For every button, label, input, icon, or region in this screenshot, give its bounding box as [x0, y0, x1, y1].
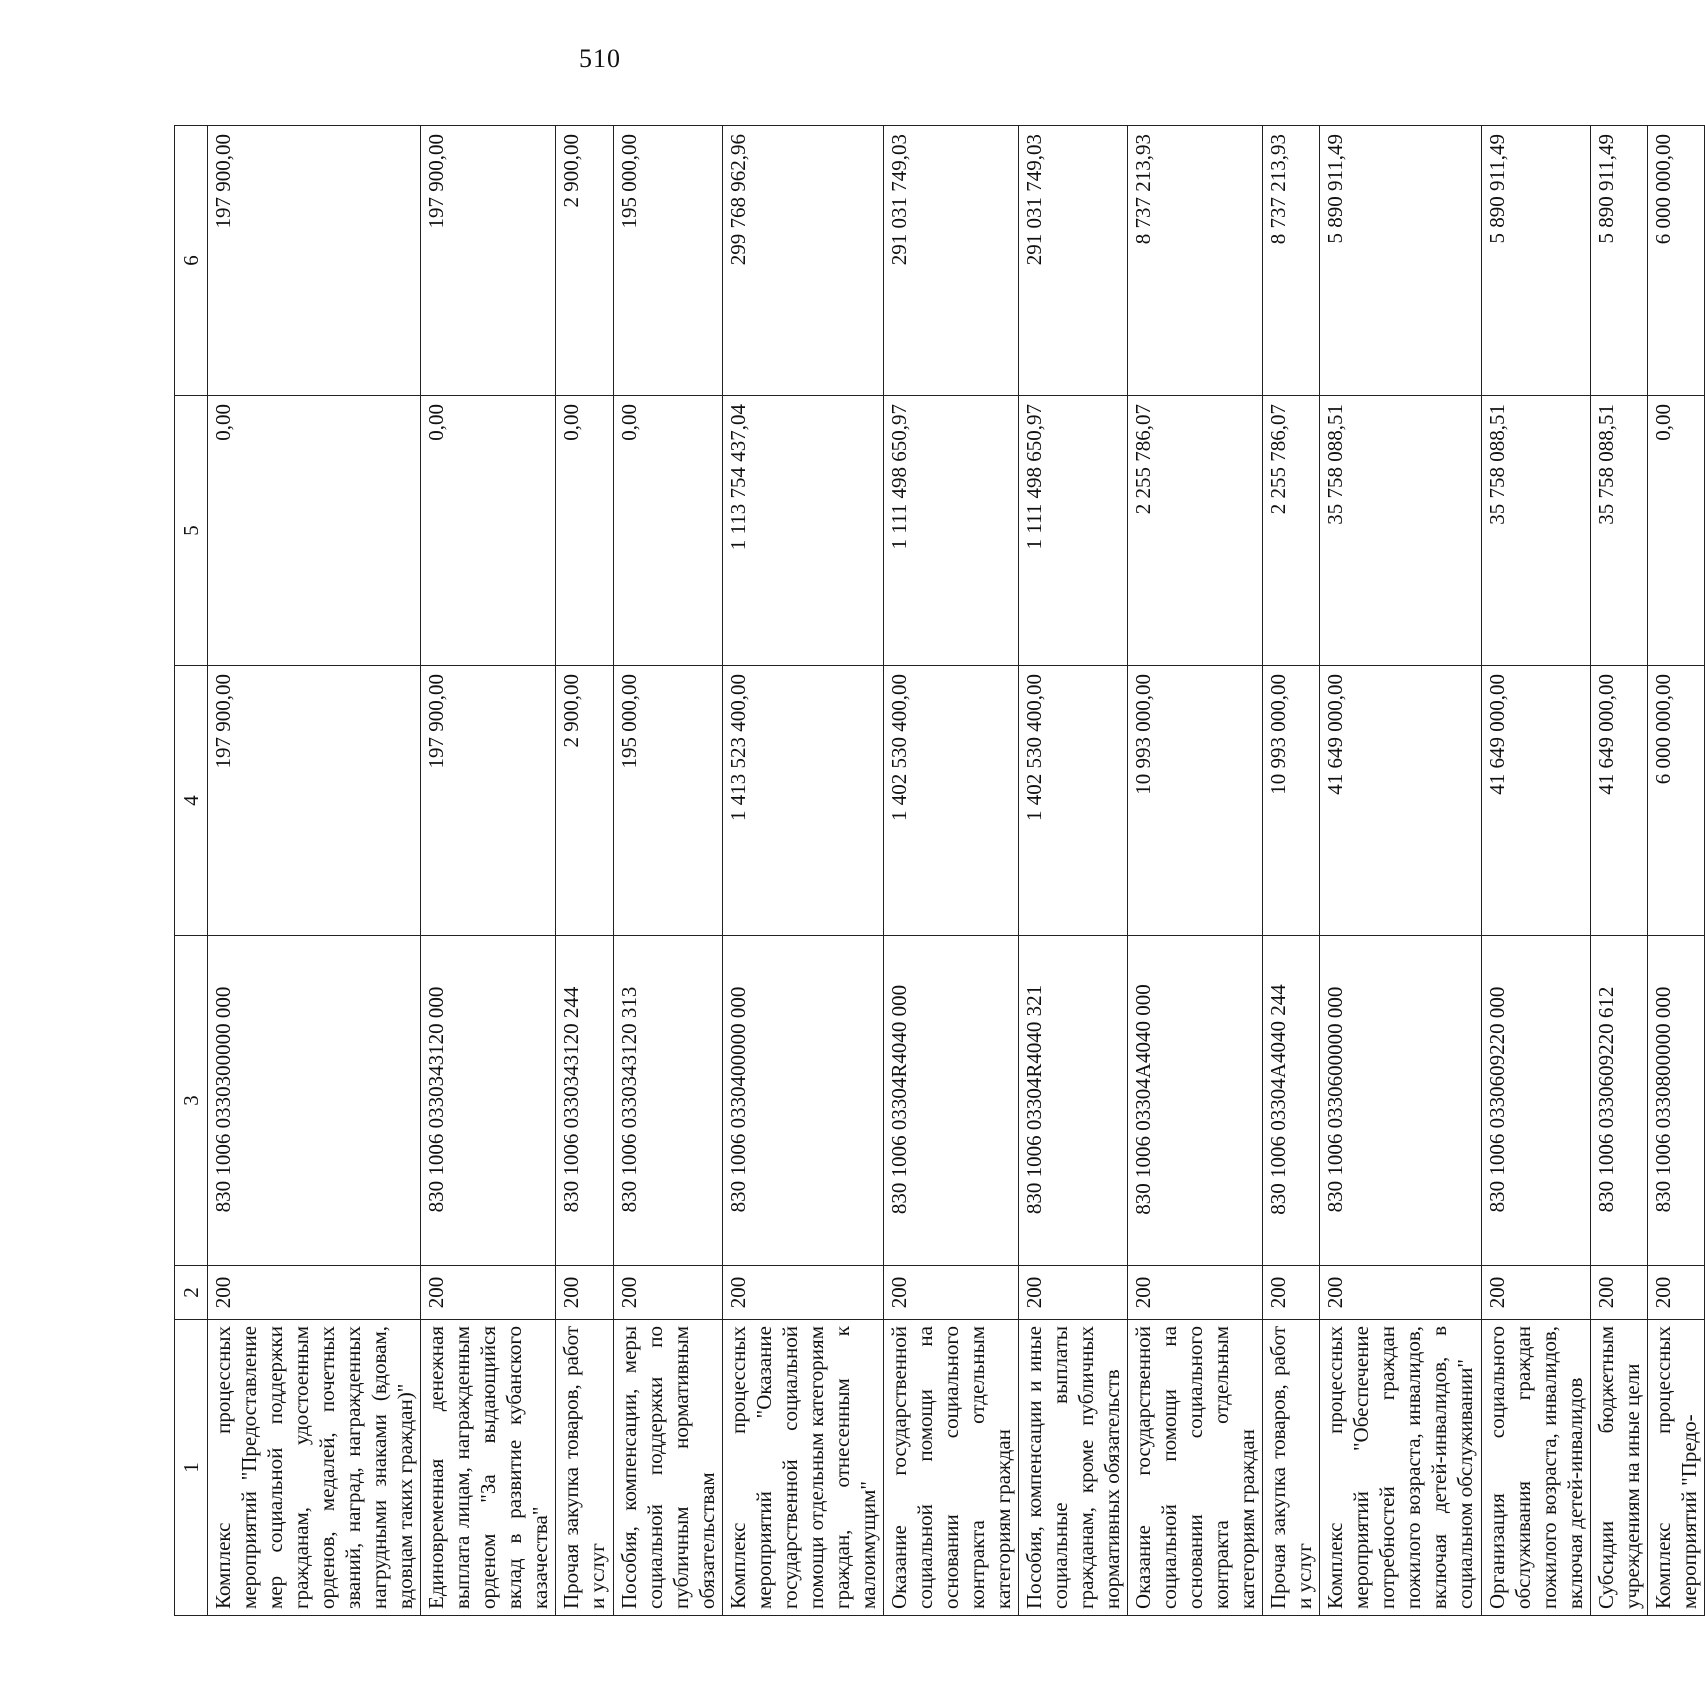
row-col6-cell: 5 890 911,49: [1590, 126, 1647, 396]
row-col5-cell: 1 113 754 437,04: [722, 396, 883, 666]
table-row: [1590, 126, 1647, 1616]
row-name-cell: Пособия, компенсации, меры социальной поддержки по публичным нормативным обязательствам: [613, 1320, 722, 1616]
row-col4-cell: 10 993 000,00: [1263, 666, 1320, 936]
row-name-cell: Комплекс процессных мероприятий "Оказание государственной социальной помощи отдельным категориям граждан, отнесенным к малоимущим": [722, 1320, 883, 1616]
row-col2-cell: 200: [1128, 1266, 1263, 1320]
row-col5-cell: 0,00: [556, 396, 613, 666]
row-name-cell: Субсидии бюджетным учреждениям на иные цели: [1590, 1320, 1647, 1616]
row-col4-cell: 197 900,00: [208, 666, 421, 936]
row-name-cell: Прочая закупка товаров, работ и услуг: [556, 1320, 613, 1616]
row-col6-cell: 5 890 911,49: [1481, 126, 1590, 396]
table-row: [1481, 126, 1590, 1616]
row-code-cell: 830 1006 0330800000 000: [1647, 936, 1704, 1266]
row-col4-cell: 195 000,00: [613, 666, 722, 936]
header-cell: 5: [175, 396, 208, 666]
row-name-cell: Организация социального обслуживания граждан пожилого возраста, инвалидов, включая детей-инвалидов: [1481, 1320, 1590, 1616]
row-col5-cell: 2 255 786,07: [1128, 396, 1263, 666]
row-col4-cell: 10 993 000,00: [1128, 666, 1263, 936]
budget-table: [174, 125, 1705, 1616]
table-row: [1320, 126, 1481, 1616]
row-col6-cell: 299 768 962,96: [722, 126, 883, 396]
row-col5-cell: 35 758 088,51: [1481, 396, 1590, 666]
row-col5-cell: 0,00: [1647, 396, 1704, 666]
table-body: [208, 126, 1705, 1616]
row-code-cell: 830 1006 0330300000 000: [208, 936, 421, 1266]
row-name-cell: Прочая закупка товаров, работ и услуг: [1263, 1320, 1320, 1616]
row-col2-cell: 200: [1481, 1266, 1590, 1320]
table-row: [883, 126, 1018, 1616]
header-row: [175, 126, 208, 1616]
row-code-cell: 830 1006 0330343120 000: [421, 936, 556, 1266]
row-col4-cell: 41 649 000,00: [1481, 666, 1590, 936]
row-col6-cell: 197 900,00: [421, 126, 556, 396]
row-col6-cell: 291 031 749,03: [1018, 126, 1127, 396]
row-col5-cell: 0,00: [421, 396, 556, 666]
row-col4-cell: 41 649 000,00: [1590, 666, 1647, 936]
row-col5-cell: 35 758 088,51: [1320, 396, 1481, 666]
row-code-cell: 830 1006 03304A4040 000: [1128, 936, 1263, 1266]
table-row: [1263, 126, 1320, 1616]
row-col4-cell: 1 413 523 400,00: [722, 666, 883, 936]
row-col6-cell: 8 737 213,93: [1263, 126, 1320, 396]
row-name-cell: Оказание государственной социальной помощи на основании социального контракта отдельным категориям граждан: [1128, 1320, 1263, 1616]
row-code-cell: 830 1006 0330609220 612: [1590, 936, 1647, 1266]
table-row: [1128, 126, 1263, 1616]
row-col4-cell: 2 900,00: [556, 666, 613, 936]
row-col2-cell: 200: [613, 1266, 722, 1320]
header-cell: 6: [175, 126, 208, 396]
row-name-cell: Комплекс процессных мероприятий "Предо-: [1647, 1320, 1704, 1616]
row-col2-cell: 200: [1320, 1266, 1481, 1320]
row-col4-cell: 1 402 530 400,00: [883, 666, 1018, 936]
row-code-cell: 830 1006 0330600000 000: [1320, 936, 1481, 1266]
row-col4-cell: 41 649 000,00: [1320, 666, 1481, 936]
table-row: [556, 126, 613, 1616]
table-row: [208, 126, 421, 1616]
row-name-cell: Комплекс процессных мероприятий "Предоставление мер социальной поддержки гражданам, удостоенным орденов, медалей, почетных званий, наград, награжденных нагрудными знаками (вдовам, вдовцам таких граждан)": [208, 1320, 421, 1616]
row-code-cell: 830 1006 0330343120 244: [556, 936, 613, 1266]
table-row: [421, 126, 556, 1616]
header-cell: 3: [175, 936, 208, 1266]
row-code-cell: 830 1006 0330400000 000: [722, 936, 883, 1266]
row-col2-cell: 200: [1647, 1266, 1704, 1320]
row-col5-cell: 1 111 498 650,97: [883, 396, 1018, 666]
row-col5-cell: 1 111 498 650,97: [1018, 396, 1127, 666]
row-col6-cell: 197 900,00: [208, 126, 421, 396]
row-code-cell: 830 1006 03304R4040 000: [883, 936, 1018, 1266]
row-col2-cell: 200: [556, 1266, 613, 1320]
row-col5-cell: 0,00: [613, 396, 722, 666]
row-code-cell: 830 1006 03304A4040 244: [1263, 936, 1320, 1266]
row-col6-cell: 195 000,00: [613, 126, 722, 396]
header-cell: 1: [175, 1320, 208, 1616]
header-cell: 2: [175, 1266, 208, 1320]
row-col6-cell: 6 000 000,00: [1647, 126, 1704, 396]
row-col2-cell: 200: [421, 1266, 556, 1320]
row-name-cell: Единовременная денежная выплата лицам, награжденным орденом "За выдающийся вклад в развитие кубанского казачества": [421, 1320, 556, 1616]
table-row: [722, 126, 883, 1616]
table-wrapper: [174, 126, 1701, 1616]
row-col4-cell: 6 000 000,00: [1647, 666, 1704, 936]
row-col6-cell: 5 890 911,49: [1320, 126, 1481, 396]
row-code-cell: 830 1006 0330609220 000: [1481, 936, 1590, 1266]
table-row: [1647, 126, 1704, 1616]
row-col2-cell: 200: [1018, 1266, 1127, 1320]
table-row: [613, 126, 722, 1616]
row-col5-cell: 35 758 088,51: [1590, 396, 1647, 666]
row-col4-cell: 1 402 530 400,00: [1018, 666, 1127, 936]
row-col2-cell: 200: [883, 1266, 1018, 1320]
row-col2-cell: 200: [722, 1266, 883, 1320]
row-col4-cell: 197 900,00: [421, 666, 556, 936]
row-code-cell: 830 1006 0330343120 313: [613, 936, 722, 1266]
row-name-cell: Оказание государственной социальной помощи на основании социального контракта отдельным категориям граждан: [883, 1320, 1018, 1616]
page-number: 510: [579, 44, 621, 73]
table-row: [1018, 126, 1127, 1616]
header-cell: 4: [175, 666, 208, 936]
row-col6-cell: 8 737 213,93: [1128, 126, 1263, 396]
row-col5-cell: 0,00: [208, 396, 421, 666]
row-name-cell: Комплекс процессных мероприятий "Обеспечение потребностей граждан пожилого возраста, инвалидов, включая детей-инвалидов, в социальном обслуживании": [1320, 1320, 1481, 1616]
row-col2-cell: 200: [208, 1266, 421, 1320]
row-col2-cell: 200: [1263, 1266, 1320, 1320]
row-code-cell: 830 1006 03304R4040 321: [1018, 936, 1127, 1266]
row-name-cell: Пособия, компенсации и иные социальные выплаты гражданам, кроме публичных нормативных обязательств: [1018, 1320, 1127, 1616]
row-col5-cell: 2 255 786,07: [1263, 396, 1320, 666]
row-col6-cell: 2 900,00: [556, 126, 613, 396]
row-col6-cell: 291 031 749,03: [883, 126, 1018, 396]
row-col2-cell: 200: [1590, 1266, 1647, 1320]
